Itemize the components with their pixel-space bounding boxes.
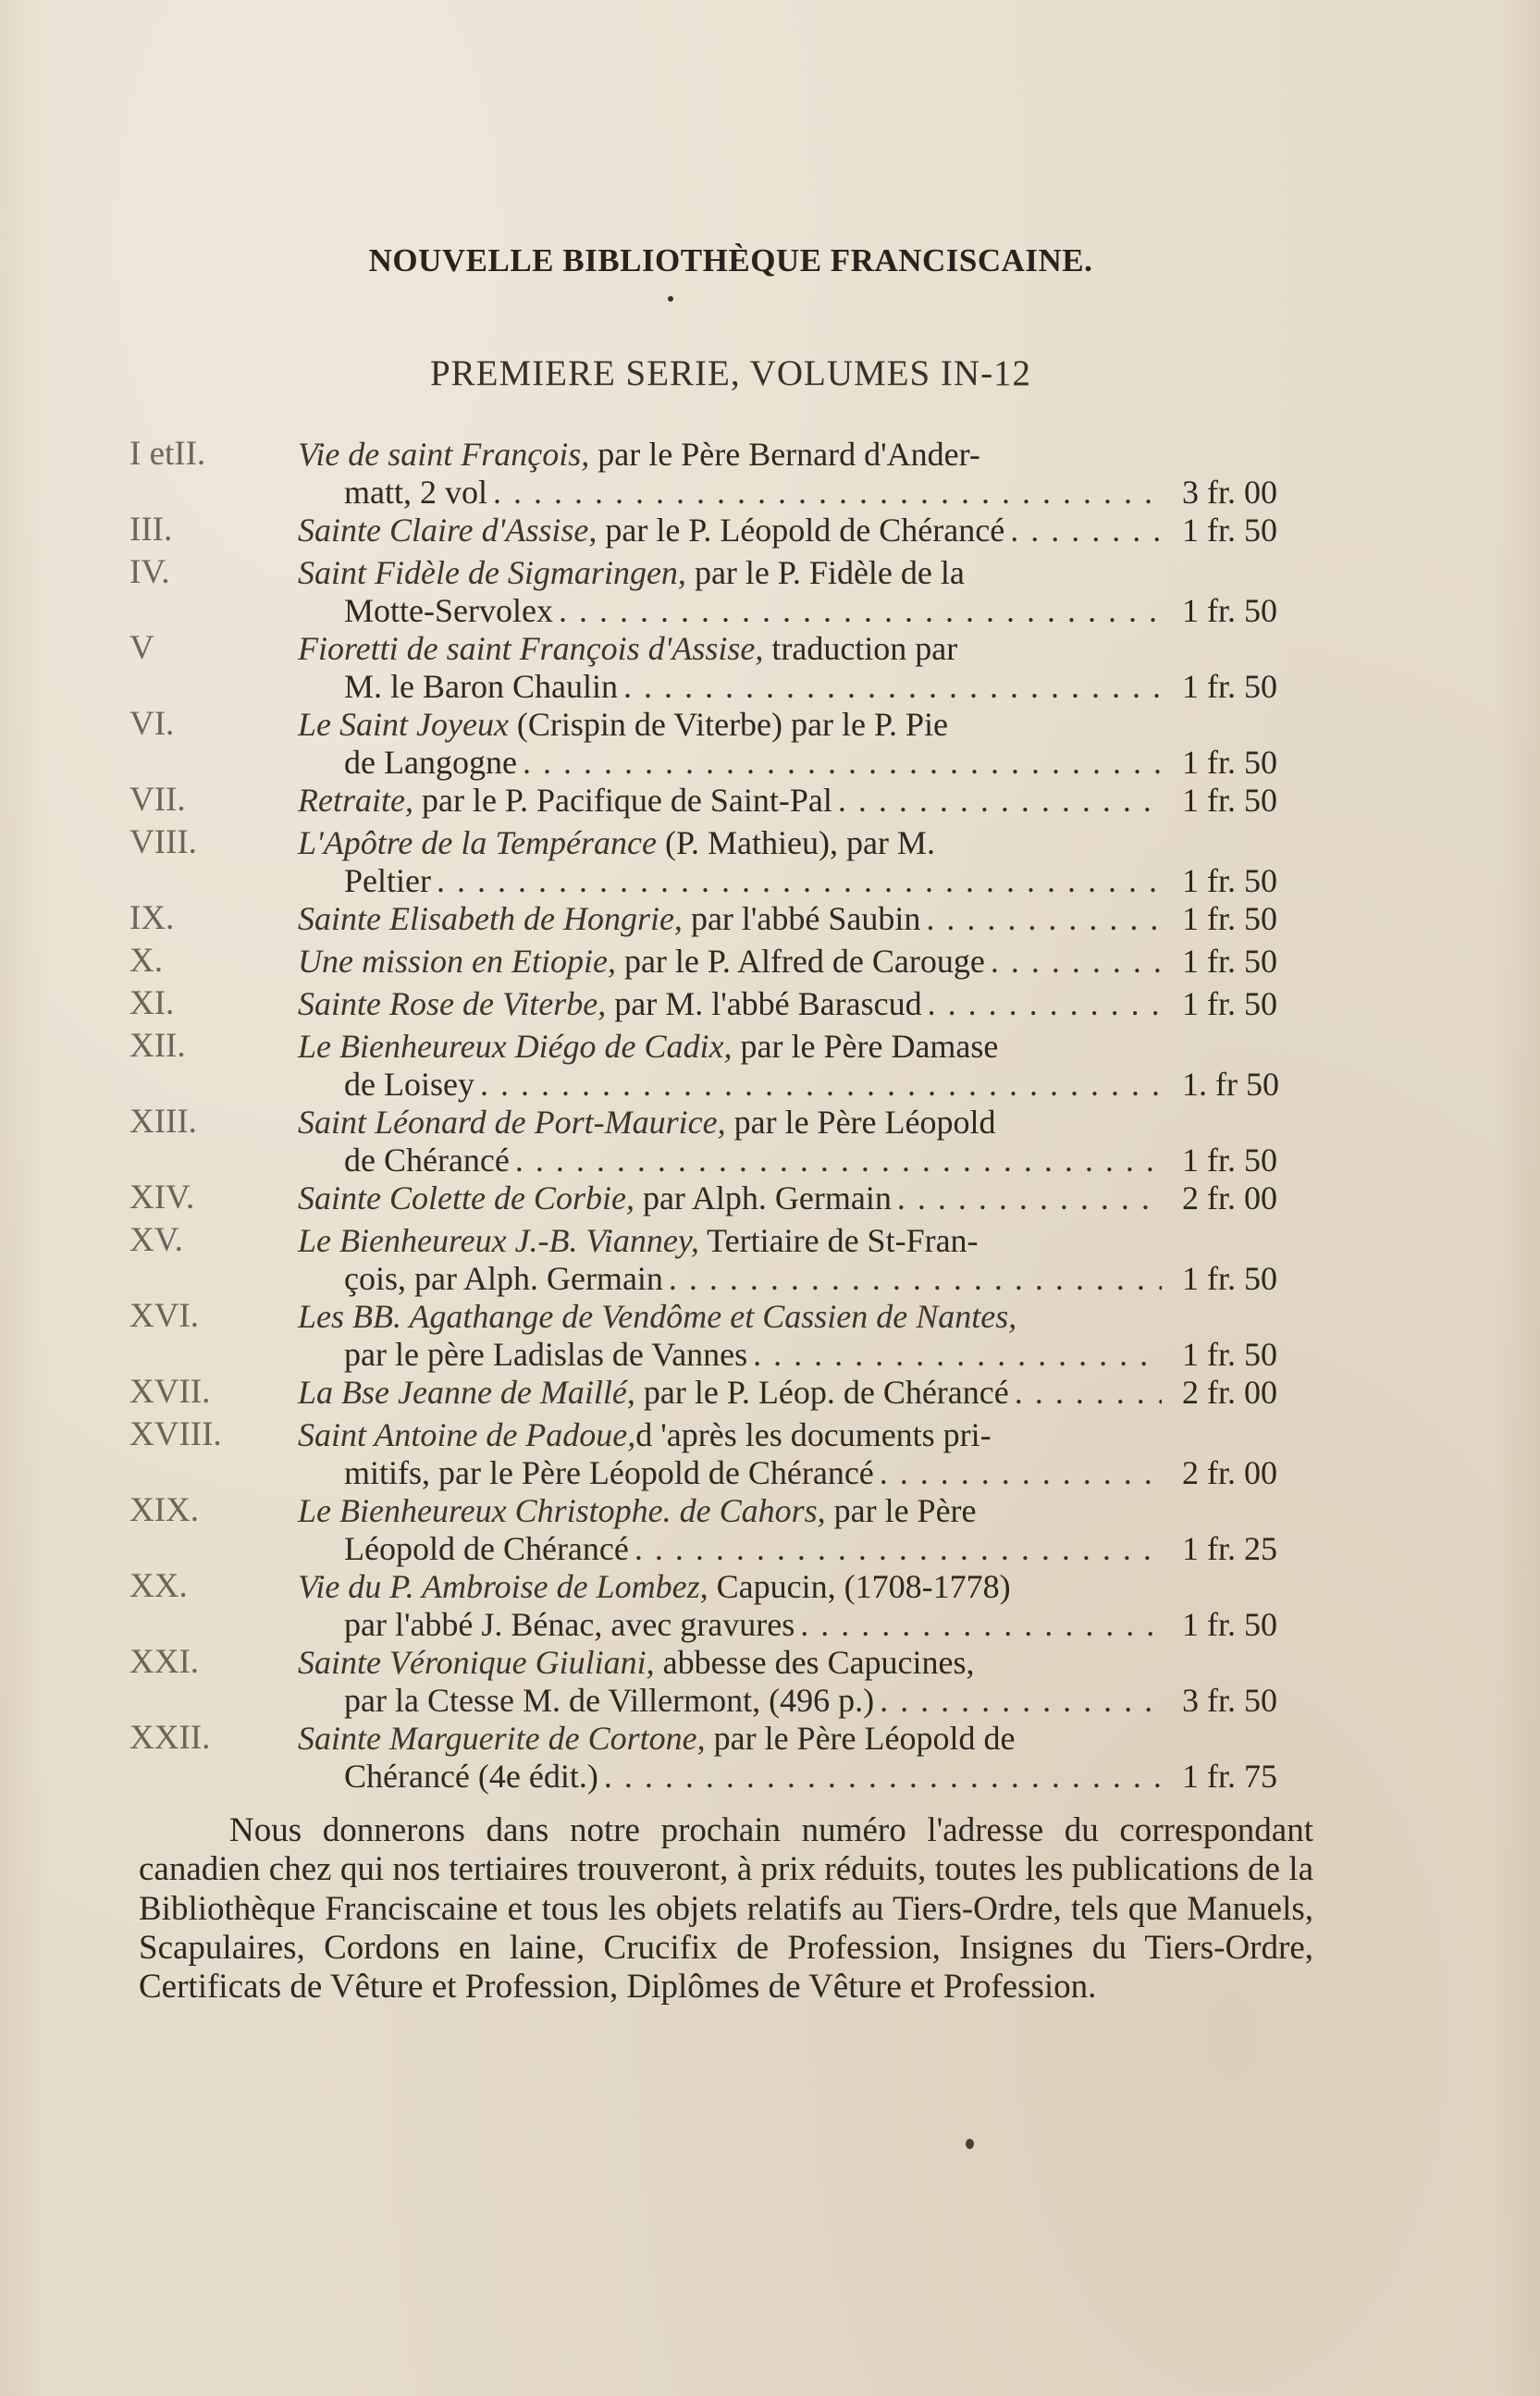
- volume-number: IV.: [129, 553, 170, 591]
- entry-first-line: [298, 781, 1167, 820]
- book-author-continued: de Loisey: [344, 1066, 474, 1103]
- dot-leader: [1015, 1373, 1162, 1412]
- book-title: Une mission en Etiopie,: [298, 943, 616, 980]
- volume-number: VIII.: [129, 823, 197, 861]
- entry-second-line: [344, 591, 1167, 630]
- book-author: par Alph. Germain: [634, 1179, 892, 1217]
- entry-first-line: [298, 1415, 1167, 1454]
- book-author: par le P. Léop. de Chérancé: [634, 1374, 1009, 1411]
- book-title: Sainte Claire d'Assise,: [298, 512, 598, 549]
- notice-paragraph: Nous donnerons dans notre prochain numéro l'adresse du correspondant canadien chez qui nos tertiaires trouveront, à prix réduits, toutes les publications de la Bibliothèque Franciscaine et tous les objets relatifs au Tiers-Ordre, tels que Manuels, Scapulaires, Cordons en laine, Crucifix de Profession, Insignes du Tiers-Ordre, Certificats de Vêture et Profession, Diplômes de Vêture et Profession.: [139, 1811, 1313, 2007]
- entry-second-line: [344, 1453, 1167, 1492]
- book-author-continued: par l'abbé J. Bénac, avec gravures: [344, 1606, 795, 1643]
- book-author: par le Père Bernard d'Ander-: [589, 436, 980, 473]
- entry-first-line: [298, 1297, 1167, 1336]
- entry-first-line: [298, 1567, 1167, 1606]
- volume-number: IX.: [129, 899, 175, 937]
- entry-second-line: [344, 1757, 1167, 1796]
- book-title: Saint Antoine de Padoue,: [298, 1416, 636, 1453]
- volume-number: XII.: [129, 1027, 186, 1065]
- dot-leader: [634, 1529, 1162, 1568]
- entry-second-line: [344, 667, 1167, 706]
- book-title: Le Bienheureux J.-B. Vianney,: [298, 1222, 699, 1259]
- book-title: Fioretti de saint François d'Assise,: [298, 630, 764, 667]
- entry-first-line: [298, 942, 1167, 981]
- page-title: NOUVELLE BIBLIOTHÈQUE FRANCISCAINE.: [368, 242, 1093, 278]
- book-author-continued: par la Ctesse M. de Villermont, (496 p.): [344, 1682, 875, 1719]
- book-title: Saint Léonard de Port-Maurice,: [298, 1104, 726, 1141]
- dot-leader: [991, 942, 1162, 981]
- volume-number: V: [129, 629, 154, 667]
- book-title: Sainte Colette de Corbie,: [298, 1179, 634, 1217]
- book-title: Vie du P. Ambroise de Lombez,: [298, 1568, 708, 1605]
- book-author-continued: par le père Ladislas de Vannes: [344, 1336, 748, 1373]
- entry-first-line: [298, 1027, 1167, 1066]
- book-author-continued: çois, par Alph. Germain: [344, 1260, 663, 1297]
- entry-first-line: [298, 553, 1167, 592]
- dot-leader: [753, 1335, 1162, 1374]
- book-author-continued: matt, 2 vol: [344, 474, 487, 511]
- dot-leader: [523, 743, 1162, 782]
- book-price: 1 fr. 75: [1182, 1758, 1277, 1795]
- book-author-continued: de Langogne: [344, 744, 517, 781]
- book-author-continued: de Chérancé: [344, 1142, 510, 1179]
- entry-first-line: [298, 1221, 1167, 1260]
- book-author: par le P. Léopold de Chérancé: [597, 512, 1005, 549]
- entry-first-line: [298, 1719, 1167, 1758]
- book-title: L'Apôtre de la Tempérance: [298, 824, 657, 861]
- book-title: Le Bienheureux Christophe. de Cahors,: [298, 1492, 826, 1529]
- dot-leader: [1010, 511, 1162, 550]
- dot-leader: [838, 781, 1162, 820]
- entry-first-line: [298, 1373, 1167, 1412]
- volume-number: XIV.: [129, 1179, 195, 1217]
- book-price: 1 fr. 50: [1182, 1606, 1277, 1643]
- entry-first-line: [298, 435, 1167, 474]
- book-author: par le Père: [825, 1492, 977, 1529]
- book-author: Tertiaire de St-Fran-: [698, 1222, 979, 1259]
- entry-second-line: [344, 1605, 1167, 1644]
- book-author: d 'après les documents pri-: [635, 1416, 992, 1453]
- entry-second-line: [344, 861, 1167, 900]
- entry-first-line: [298, 629, 1167, 668]
- dot-leader: [437, 861, 1162, 900]
- book-title: Sainte Rose de Viterbe,: [298, 985, 607, 1022]
- dot-leader: [928, 984, 1162, 1023]
- book-author: par le P. Fidèle de la: [685, 554, 965, 591]
- book-author-continued: Peltier: [344, 862, 431, 899]
- book-title: Les BB. Agathange de Vendôme et Cassien de Nantes,: [298, 1298, 1017, 1335]
- entry-first-line: [298, 823, 1167, 862]
- book-price: 1 fr. 50: [1182, 592, 1277, 629]
- volume-number: X.: [129, 942, 163, 980]
- volume-number: XX.: [129, 1567, 188, 1605]
- volume-number: VII.: [129, 781, 186, 819]
- volume-number: XVIII.: [129, 1415, 222, 1453]
- book-title: La Bse Jeanne de Maillé,: [298, 1374, 635, 1411]
- book-author-continued: mitifs, par le Père Léopold de Chérancé: [344, 1454, 874, 1491]
- entry-first-line: [298, 511, 1167, 550]
- volume-number: XXII.: [129, 1719, 211, 1757]
- book-price: 3 fr. 00: [1182, 474, 1277, 511]
- dot-leader: [480, 1065, 1162, 1104]
- entry-second-line: [344, 473, 1167, 512]
- book-author: (Crispin de Viterbe) par le P. Pie: [508, 706, 949, 743]
- entry-first-line: [298, 1179, 1167, 1217]
- dot-leader: [515, 1141, 1162, 1179]
- book-author: par le Père Léopold de: [705, 1720, 1016, 1757]
- book-title: Retraite,: [298, 782, 413, 819]
- entry-first-line: [298, 899, 1167, 938]
- book-price: 1 fr. 50: [1182, 668, 1277, 705]
- book-author: traduction par: [763, 630, 958, 667]
- entry-second-line: [344, 1065, 1167, 1104]
- book-price: 1 fr. 50: [1182, 1142, 1277, 1179]
- volume-number: I etII.: [129, 435, 206, 473]
- entry-first-line: [298, 705, 1167, 744]
- dot-leader: [897, 1179, 1162, 1217]
- book-title: Le Bienheureux Diégo de Cadix,: [298, 1028, 733, 1065]
- book-author: par M. l'abbé Barascud: [606, 985, 922, 1022]
- dot-leader: [880, 1681, 1162, 1720]
- entry-second-line: [344, 1681, 1167, 1720]
- volume-number: XVII.: [129, 1373, 211, 1411]
- entry-second-line: [344, 1529, 1167, 1568]
- book-price: 1 fr. 50: [1182, 943, 1277, 980]
- book-price: 2 fr. 00: [1182, 1454, 1277, 1491]
- dot-leader: [880, 1453, 1162, 1492]
- volume-number: XV.: [129, 1221, 183, 1259]
- book-price: 1 fr. 50: [1182, 782, 1277, 819]
- volume-number: XVI.: [129, 1297, 200, 1335]
- entry-second-line: [344, 743, 1167, 782]
- dot-leader: [623, 667, 1162, 706]
- book-author: par le Père Léopold: [725, 1104, 996, 1141]
- entry-first-line: [298, 1103, 1167, 1142]
- book-author: par le Père Damase: [732, 1028, 999, 1065]
- book-author: (P. Mathieu), par M.: [656, 824, 935, 861]
- book-author-continued: M. le Baron Chaulin: [344, 668, 618, 705]
- book-price: 1. fr 50: [1182, 1066, 1279, 1103]
- book-price: 1 fr. 50: [1182, 744, 1277, 781]
- entry-first-line: [298, 1491, 1167, 1530]
- book-price: 2 fr. 00: [1182, 1179, 1277, 1217]
- volume-number: VI.: [129, 705, 175, 743]
- dot-leader: [800, 1605, 1162, 1644]
- bottom-ornament-dot: [966, 2139, 974, 2149]
- book-author-continued: Motte-Servolex: [344, 592, 553, 629]
- dot-leader: [926, 899, 1162, 938]
- book-title: Sainte Marguerite de Cortone,: [298, 1720, 706, 1757]
- dot-leader: [604, 1757, 1162, 1796]
- entry-first-line: [298, 984, 1167, 1023]
- book-price: 1 fr. 50: [1182, 1260, 1277, 1297]
- book-price: 1 fr. 50: [1182, 512, 1277, 549]
- book-author: par le P. Pacifique de Saint-Pal: [413, 782, 832, 819]
- dot-leader: [669, 1259, 1162, 1298]
- book-price: 1 fr. 50: [1182, 985, 1277, 1022]
- book-author: Capucin, (1708-1778): [708, 1568, 1011, 1605]
- entry-second-line: [344, 1259, 1167, 1298]
- book-title: Vie de saint François,: [298, 436, 590, 473]
- entry-first-line: [298, 1643, 1167, 1682]
- book-price: 2 fr. 00: [1182, 1374, 1277, 1411]
- book-price: 1 fr. 25: [1182, 1530, 1277, 1567]
- book-title: Saint Fidèle de Sigmaringen,: [298, 554, 686, 591]
- book-price: 1 fr. 50: [1182, 900, 1277, 937]
- book-title: Sainte Véronique Giuliani,: [298, 1644, 655, 1681]
- book-author-continued: Chérancé (4e édit.): [344, 1758, 598, 1795]
- entry-second-line: [344, 1141, 1167, 1179]
- volume-number: XI.: [129, 984, 175, 1022]
- book-price: 1 fr. 50: [1182, 862, 1277, 899]
- dot-leader: [493, 473, 1162, 512]
- book-price: 3 fr. 50: [1182, 1682, 1277, 1719]
- book-title: Sainte Elisabeth de Hongrie,: [298, 900, 683, 937]
- book-author: abbesse des Capucines,: [654, 1644, 975, 1681]
- book-price: 1 fr. 50: [1182, 1336, 1277, 1373]
- book-title: Le Saint Joyeux: [298, 706, 509, 743]
- book-author: par le P. Alfred de Carouge: [615, 943, 985, 980]
- book-author: par l'abbé Saubin: [682, 900, 921, 937]
- dot-leader: [559, 591, 1162, 630]
- volume-number: XIII.: [129, 1103, 197, 1141]
- volume-number: XIX.: [129, 1491, 200, 1529]
- series-subtitle: PREMIERE SERIE, VOLUMES IN-12: [429, 353, 1032, 393]
- entry-second-line: [344, 1335, 1167, 1374]
- volume-number: XXI.: [129, 1643, 200, 1681]
- book-author-continued: Léopold de Chérancé: [344, 1530, 629, 1567]
- volume-number: III.: [129, 511, 173, 549]
